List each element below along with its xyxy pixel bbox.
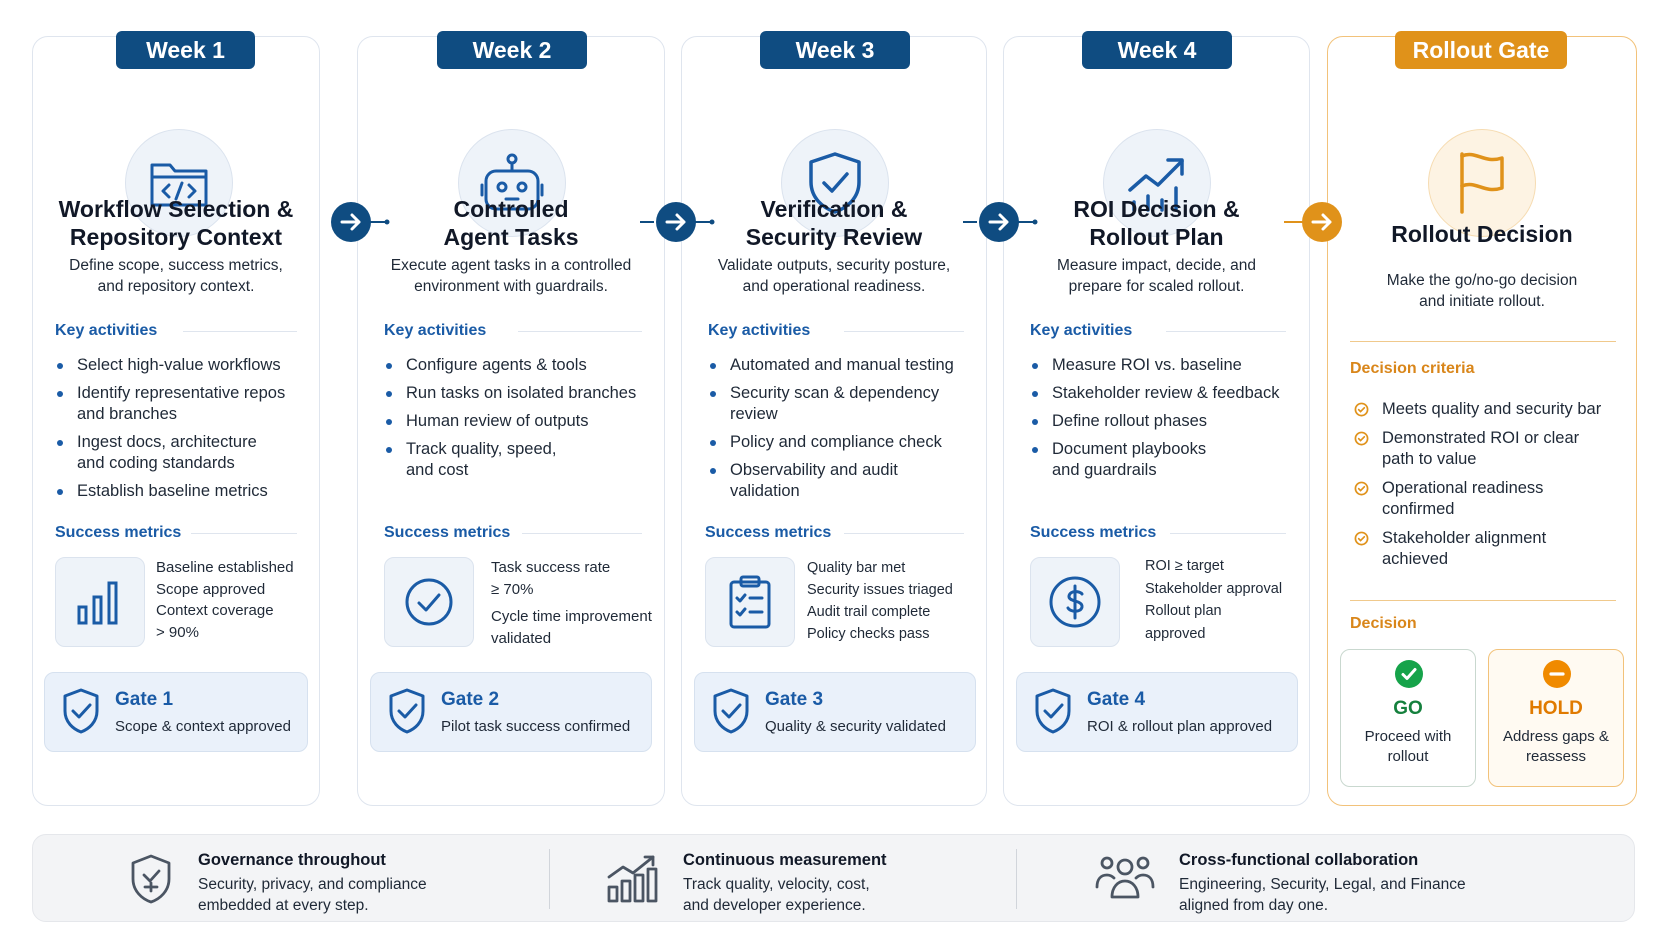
check-circle-icon [1395, 660, 1423, 688]
gate-1 [44, 672, 308, 752]
divider [1350, 600, 1616, 601]
gate-4-title: Gate 4 [1087, 689, 1146, 710]
list-item: Automated and manual testing [708, 355, 988, 376]
go-description: Proceed with rollout [1364, 728, 1452, 765]
decision-criteria-list [1350, 399, 1630, 578]
week-4-metrics-heading: Success metrics [1030, 524, 1157, 541]
week-2-title: Controlled Agent Tasks [443, 196, 579, 250]
week-1-title: Workflow Selection & Repository Context [58, 196, 294, 250]
week-4-metrics: ROI ≥ target Stakeholder approval Rollout plan approved [1145, 558, 1283, 642]
divider [844, 331, 964, 332]
divider [844, 533, 964, 534]
check-circle-icon [1354, 431, 1369, 446]
week-2-card [357, 36, 665, 806]
rollout-title: Rollout Decision [1391, 221, 1573, 247]
divider [1016, 849, 1017, 909]
list-item: Identify representative repos and branches [55, 383, 315, 425]
shield-check-icon [387, 687, 427, 735]
footer-governance [33, 835, 543, 923]
divider [1166, 331, 1286, 332]
week-4-description: Measure impact, decide, and prepare for scaled rollout. [1056, 257, 1257, 295]
footer-measurement-title: Continuous measurement [683, 851, 887, 869]
week-1-description: Define scope, success metrics, and repository context. [69, 257, 283, 295]
team-icon [1095, 853, 1155, 903]
list-item: Establish baseline metrics [55, 481, 315, 502]
gate-2-subtitle: Pilot task success confirmed [441, 718, 631, 735]
gate-3-title: Gate 3 [765, 689, 824, 710]
gate-3 [694, 672, 976, 752]
week-2-activities-heading: Key activities [384, 322, 487, 339]
footer-governance-title: Governance throughout [198, 851, 386, 869]
divider [1350, 341, 1616, 342]
list-item: Stakeholder review & feedback [1030, 383, 1310, 404]
shield-check-icon [711, 687, 751, 735]
list-item: Define rollout phases [1030, 411, 1310, 432]
week-1-activities-list [55, 355, 315, 509]
gate-2 [370, 672, 652, 752]
footer-banner [32, 834, 1635, 922]
divider [1170, 533, 1286, 534]
list-item: Configure agents & tools [384, 355, 664, 376]
week-1-metrics: Baseline established Scope approved Context coverage > 90% [156, 559, 294, 641]
check-circle-icon [403, 576, 455, 628]
divider [183, 331, 297, 332]
week-3-title: Verification & Security Review [745, 196, 923, 250]
arrow-right-icon [1284, 200, 1344, 244]
gate-4 [1016, 672, 1298, 752]
list-item: Document playbooks and guardrails [1030, 439, 1310, 481]
decision-criteria-heading: Decision criteria [1350, 360, 1475, 377]
week-3-badge: Week 3 [760, 31, 910, 69]
dollar-circle-icon [1047, 574, 1103, 630]
week-4-activities-list [1030, 355, 1310, 488]
list-item: Operational readiness confirmed [1350, 478, 1630, 520]
rollout-description: Make the go/no-go decision and initiate rollout. [1386, 272, 1578, 310]
arrow-right-icon [963, 200, 1039, 244]
week-4-badge: Week 4 [1082, 31, 1232, 69]
growth-chart-icon [605, 853, 659, 905]
week-1-activities-heading: Key activities [55, 322, 158, 339]
week-3-card [681, 36, 987, 806]
divider [518, 331, 642, 332]
governance-shield-icon [129, 853, 173, 905]
week-4-activities-heading: Key activities [1030, 322, 1133, 339]
week-2-description: Execute agent tasks in a controlled environment with guardrails. [390, 257, 632, 295]
arrow-right-icon [329, 200, 391, 244]
hold-label: HOLD [1529, 698, 1583, 719]
go-option [1340, 649, 1476, 787]
week-2-metrics: Task success rate ≥ 70% Cycle time improvement validated [491, 559, 652, 647]
decision-heading: Decision [1350, 615, 1417, 632]
week-1-metric-box [55, 557, 145, 647]
hold-option [1488, 649, 1624, 787]
flag-icon [1454, 150, 1510, 216]
footer-collaboration [1023, 835, 1633, 923]
list-item: Select high-value workflows [55, 355, 315, 376]
check-circle-icon [1354, 531, 1369, 546]
shield-check-icon [61, 687, 101, 735]
footer-measurement [553, 835, 1043, 923]
check-circle-icon [1354, 481, 1369, 496]
week-1-card [32, 36, 320, 806]
clipboard-check-icon [727, 574, 773, 630]
shield-check-icon [1033, 687, 1073, 735]
list-item: Run tasks on isolated branches [384, 383, 664, 404]
rollout-gate-card [1327, 36, 1637, 806]
divider [522, 533, 642, 534]
footer-collaboration-title: Cross-functional collaboration [1179, 851, 1419, 869]
week-3-metrics: Quality bar met Security issues triaged Audit trail complete Policy checks pass [807, 560, 953, 642]
footer-measurement-desc: Track quality, velocity, cost, and developer experience. [683, 876, 870, 914]
week-1-metrics-heading: Success metrics [55, 524, 182, 541]
go-label: GO [1393, 698, 1423, 719]
gate-1-subtitle: Scope & context approved [115, 718, 291, 735]
divider [191, 533, 297, 534]
gate-1-title: Gate 1 [115, 689, 174, 710]
list-item: Track quality, speed, and cost [384, 439, 664, 481]
week-3-metrics-heading: Success metrics [705, 524, 832, 541]
week-3-description: Validate outputs, security posture, and operational readiness. [717, 257, 951, 295]
week-3-metric-box [705, 557, 795, 647]
week-1-badge: Week 1 [116, 31, 255, 69]
gate-2-title: Gate 2 [441, 689, 500, 710]
gate-4-subtitle: ROI & rollout plan approved [1087, 718, 1273, 735]
list-item: Ingest docs, architecture and coding standards [55, 432, 315, 474]
bar-chart-icon [75, 577, 125, 627]
week-2-badge: Week 2 [437, 31, 587, 69]
check-circle-icon [1354, 402, 1369, 417]
week-4-card [1003, 36, 1310, 806]
rollout-gate-badge: Rollout Gate [1395, 31, 1567, 69]
list-item: Demonstrated ROI or clear path to value [1350, 428, 1630, 470]
list-item: Policy and compliance check [708, 432, 988, 453]
week-4-metric-box [1030, 557, 1120, 647]
week-3-activities-heading: Key activities [708, 322, 811, 339]
list-item: Stakeholder alignment achieved [1350, 528, 1630, 570]
list-item: Observability and audit validation [708, 460, 988, 502]
footer-governance-desc: Security, privacy, and compliance embedded at every step. [198, 876, 427, 914]
week-2-metric-box [384, 557, 474, 647]
minus-circle-icon [1543, 660, 1571, 688]
list-item: Security scan & dependency review [708, 383, 988, 425]
list-item: Human review of outputs [384, 411, 664, 432]
week-2-metrics-heading: Success metrics [384, 524, 511, 541]
week-3-activities-list [708, 355, 988, 509]
footer-collaboration-desc: Engineering, Security, Legal, and Finance aligned from day one. [1179, 876, 1466, 914]
arrow-right-icon [640, 200, 716, 244]
hold-description: Address gaps & reassess [1503, 728, 1609, 765]
list-item: Measure ROI vs. baseline [1030, 355, 1310, 376]
gate-3-subtitle: Quality & security validated [765, 718, 946, 735]
list-item: Meets quality and security bar [1350, 399, 1630, 420]
week-4-title: ROI Decision & Rollout Plan [1073, 196, 1240, 250]
divider [549, 849, 550, 909]
week-2-activities-list [384, 355, 664, 488]
